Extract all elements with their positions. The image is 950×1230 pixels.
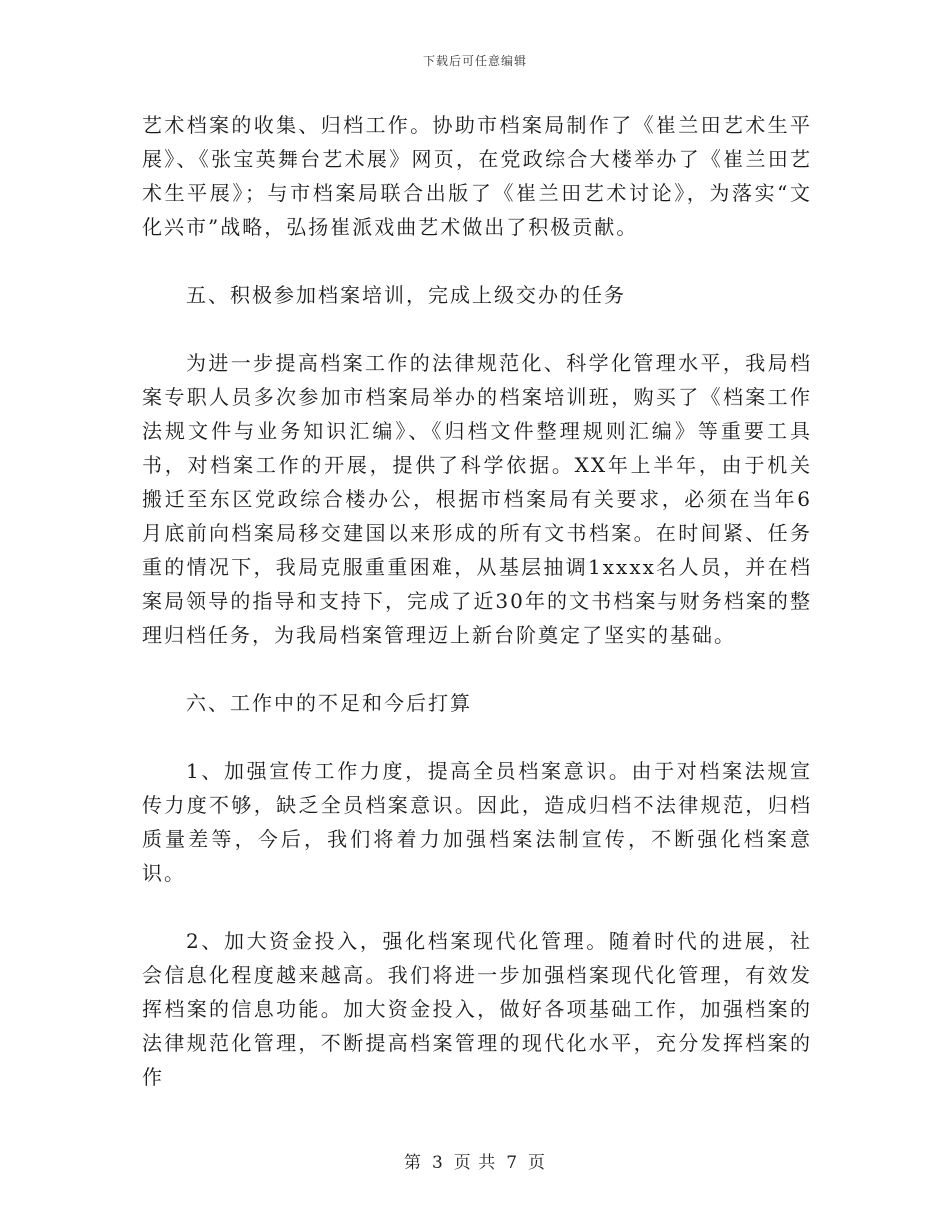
total-pages-number: 7 [506,1153,519,1173]
document-body [142,108,812,1094]
page-number-footer [0,1148,950,1173]
footer-suffix: 页 [528,1153,547,1173]
section-heading-6: 六、工作中的不足和今后打算 [186,691,472,715]
list-item-1: 1、加强宣传工作力度，提高全员档案意识。由于对档案法规宣传力度不够，缺乏全员档案意识。因此，造成归档不法律规范，归档质量差等，今后，我们将着力加强档案法制宣传，不断强化档案意识。 [142,759,812,885]
paragraph-section-5: 为进一步提高档案工作的法律规范化、科学化管理水平，我局档案专职人员多次参加市档案局举办的档案培训班，购买了《档案工作法规文件与业务知识汇编》、《归档文件整理规则汇编》等重要工具书，对档案工作的开展，提供了科学依据。XX年上半年，由于机关搬迁至东区党政综合楼办公，根据市档案局有关要求，必须在当年6月底前向档案局移交建国以来形成的所有文书档案。在时间紧、任务重的情况下，我局克服重重困难，从基层抽调1xxxx名人员，并在档案局领导的指导和支持下，完成了近30年的文书档案与财务档案的整理归档任务，为我局档案管理迈上新台阶奠定了坚实的基础。 [142,351,812,647]
section-heading-5: 五、积极参加档案培训，完成上级交办的任务 [186,283,626,307]
current-page-number: 3 [431,1153,444,1173]
footer-mid-label: 页 共 [453,1153,497,1173]
paragraph-continuation: 艺术档案的收集、归档工作。协助市档案局制作了《崔兰田艺术生平展》、《张宝英舞台艺术展》网页，在党政综合大楼举办了《崔兰田艺术生平展》；与市档案局联合出版了《崔兰田艺术讨论》，为落实“文化兴市”战略，弘扬崔派戏曲艺术做出了积极贡献。 [142,113,812,239]
footer-prefix: 第 [403,1153,422,1173]
header-note: 下载后可任意编辑 [422,54,527,68]
list-item-2: 2、加大资金投入，强化档案现代化管理。随着时代的进展，社会信息化程度越来越高。我们将进一步加强档案现代化管理，有效发挥档案的信息功能。加大资金投入，做好各项基础工作，加强档案的法律规范化管理，不断提高档案管理的现代化水平，充分发挥档案的作 [142,929,812,1089]
